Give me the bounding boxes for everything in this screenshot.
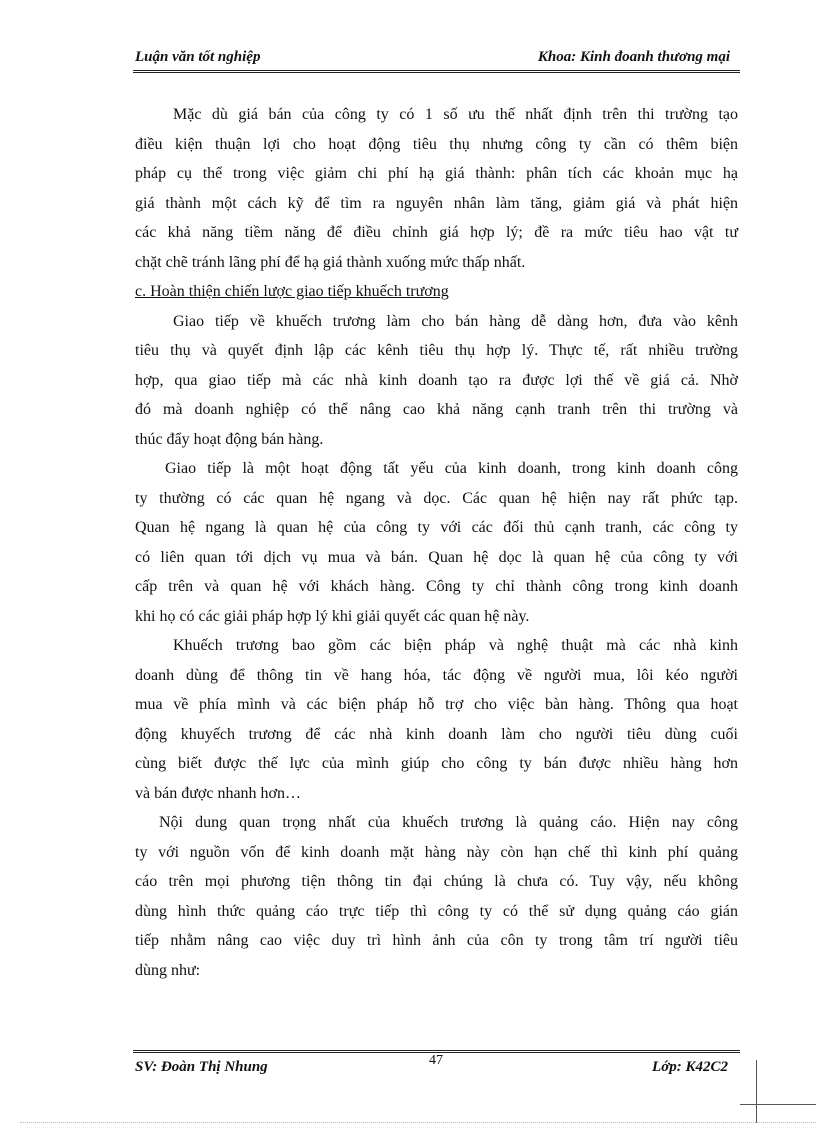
header-faculty-label: Khoa: Kinh đoanh thương mại: [537, 49, 730, 65]
text-line: khi họ có các giải pháp hợp lý khi giải quyết các quan hệ này.: [135, 607, 530, 625]
text-line: và bán được nhanh hơn…: [135, 784, 301, 802]
paragraph-promotion-methods: [135, 631, 738, 808]
footer-student-name: SV: Đoàn Thị Nhung: [135, 1059, 268, 1075]
text-line: điều kiện thuận lợi cho hoạt động tiêu thụ nhưng công ty cần có thêm biện: [135, 135, 738, 153]
page-number: 47: [429, 1053, 443, 1068]
header-thesis-label: Luận văn tốt nghiệp: [135, 49, 261, 65]
text-line: động khuyếch trương để các nhà kinh doanh làm cho người tiêu dùng cuối: [135, 725, 738, 743]
paragraph-promotion-intro: [135, 307, 738, 455]
text-line: cấp trên và quan hệ với khách hàng. Công ty chỉ thành công trong kinh doanh: [135, 578, 738, 595]
paragraph-advertising: [135, 808, 738, 985]
text-line: cùng biết được thế lực của mình giúp cho công ty bán được nhiều hàng hơn: [135, 755, 738, 772]
text-line: giá thành một cách kỹ để tìm ra nguyên nhân làm tăng, giảm giá và phát hiện: [135, 194, 738, 212]
text-line: cáo trên mọi phương tiện thông tin đại chúng là chưa có. Tuy vậy, nếu không: [135, 873, 738, 890]
page-body: [135, 100, 738, 985]
paragraph-relations: [135, 454, 738, 631]
text-line: ty với nguồn vốn để kinh doanh mặt hàng này còn hạn chế thì kinh phí quảng: [135, 843, 738, 861]
text-line: Khuếch trương bao gồm các biện pháp và nghệ thuật mà các nhà kinh: [173, 637, 738, 654]
footer-class-label: Lớp: K42C2: [652, 1059, 728, 1075]
text-line: ty thường có các quan hệ ngang và dọc. Các quan hệ hiện nay rất phức tạp.: [135, 489, 738, 507]
section-heading: [135, 277, 738, 307]
text-line: Giao tiếp là một hoạt động tất yếu của kinh doanh, trong kinh doanh công: [165, 460, 738, 477]
text-line: đó mà doanh nghiệp có thể nâng cao khả năng cạnh tranh trên thi trường và: [135, 401, 738, 418]
section-heading-text: c. Hoàn thiện chiến lược giao tiếp khuếch trương: [135, 283, 449, 300]
text-line: Mặc dù giá bán của công ty có 1 số ưu thế nhất định trên thi trường tạo: [173, 106, 738, 123]
corner-mark-vertical: [756, 1060, 757, 1123]
text-line: mua về phía mình và các biện pháp hỗ trợ cho việc bàn hàng. Thông qua hoạt: [135, 696, 738, 713]
text-line: dùng hình thức quảng cáo trực tiếp thì công ty có thể sử dụng quảng cáo gián: [135, 902, 738, 920]
text-line: chặt chẽ tránh lãng phí để hạ giá thành xuống mức thấp nhất.: [135, 253, 526, 271]
page-header: [133, 46, 740, 73]
text-line: doanh dùng để thông tin về hang hóa, tác động về người mua, lôi kéo người: [135, 666, 738, 684]
text-line: dùng như:: [135, 961, 201, 979]
text-line: pháp cụ thể trong việc giảm chi phí hạ giá thành: phân tích các khoản mục hạ: [135, 165, 738, 182]
page-footer: [133, 1050, 740, 1083]
text-line: có liên quan tới dịch vụ mua và bán. Quan hệ dọc là quan hệ của công ty với: [135, 548, 738, 566]
text-line: Nội dung quan trọng nhất của khuếch trương là quảng cáo. Hiện nay công: [159, 814, 738, 831]
text-line: Giao tiếp về khuếch trương làm cho bán hàng dễ dàng hơn, đưa vào kênh: [173, 312, 738, 330]
text-line: Quan hệ ngang là quan hệ của công ty với các đối thủ cạnh tranh, các công ty: [135, 519, 738, 536]
text-line: tiếp nhằm nâng cao việc duy trì hình ảnh của côn ty trong tâm trí người tiêu: [135, 932, 738, 949]
text-line: thúc đẩy hoạt động bán hàng.: [135, 430, 324, 448]
text-line: các khả năng tiềm năng để điều chỉnh giá hợp lý; đề ra mức tiêu hao vật tư: [135, 224, 738, 241]
text-line: tiêu thụ và quyết định lập các kênh tiêu thụ hợp lý. Thực tế, rất nhiều trường: [135, 342, 738, 359]
text-line: hợp, qua giao tiếp mà các nhà kinh doanh tạo ra được lợi thế về giá cả. Nhờ: [135, 371, 738, 389]
corner-mark-horizontal: [740, 1104, 816, 1105]
paragraph-price-advantage: [135, 100, 738, 277]
